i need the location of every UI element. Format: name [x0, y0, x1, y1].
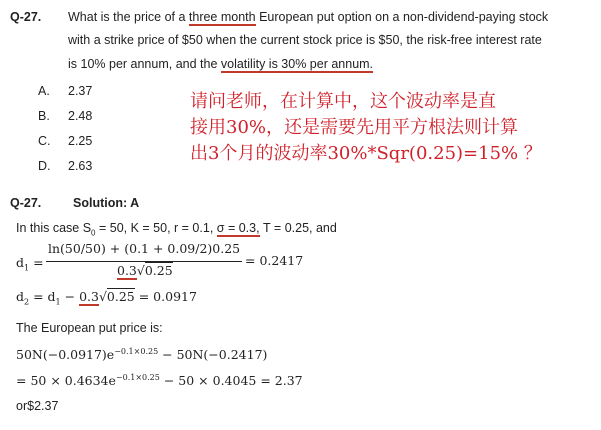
- question-line-1-post: European put option on a non-dividend-paying stock: [255, 10, 549, 24]
- option-c: [38, 134, 93, 148]
- option-letter: C.: [38, 134, 51, 148]
- eq1-rhs: − 50N(−0.2417): [158, 347, 268, 363]
- d1-result: = 0.2417: [245, 253, 304, 268]
- question-line-1-pre: What is the price of a: [68, 10, 189, 24]
- d2-sigma: 0.3: [79, 289, 99, 304]
- note-line-1: 请问老师，在计算中，这个波动率是直: [190, 91, 496, 112]
- d2-result: = 0.0917: [134, 289, 197, 304]
- d2-sqrt-arg: 0.25: [106, 289, 135, 304]
- d1-subscript: 1: [24, 263, 30, 273]
- option-b: [38, 109, 93, 123]
- d1-equals: =: [29, 255, 44, 270]
- eq1-lhs: 50N(−0.0917)e: [16, 347, 115, 363]
- question-line-1: [68, 10, 548, 24]
- sqrt-icon: √: [98, 289, 107, 304]
- eq1-exponent: −0.1×0.25: [114, 347, 159, 356]
- option-letter: A.: [38, 84, 50, 98]
- option-d: [38, 159, 93, 173]
- question-number: Q-27.: [10, 10, 42, 24]
- question-underlined-volatility: volatility is 30% per annum.: [220, 57, 374, 71]
- option-letter: B.: [38, 109, 50, 123]
- note-line-2: 接用30%，还是需要先用平方根法则计算: [190, 117, 519, 138]
- d2-d1-subscript: 1: [55, 297, 61, 307]
- question-line-2: with a strike price of $50 when the current stock price is $50, the risk-free interest rate: [68, 33, 542, 47]
- solution-title: Solution: A: [73, 196, 140, 210]
- d2-subscript: 2: [24, 297, 30, 307]
- option-value: 2.37: [68, 84, 93, 98]
- solution-case-line: [16, 221, 337, 238]
- option-a: [38, 84, 93, 98]
- case-text-pre: In this case S: [16, 221, 92, 235]
- case-subscript: 0: [91, 228, 96, 238]
- d1-numerator: ln(50/50) + (0.1 + 0.09/2)0.25: [48, 241, 241, 256]
- option-letter: D.: [38, 159, 51, 173]
- question-line-3: [68, 57, 373, 71]
- d1-den-sigma: 0.3: [117, 263, 137, 278]
- solution-number: Q-27.: [10, 196, 42, 210]
- final-answer: or$2.37: [16, 399, 59, 413]
- eq2-rhs: − 50 × 0.4045 = 2.37: [159, 373, 303, 389]
- d2-symbol: d: [16, 289, 25, 304]
- note-line-3: 出3个月的波动率30%*Sqr(0.25)=15% ？: [190, 143, 542, 164]
- eq2-exponent: −0.1×0.25: [115, 373, 160, 382]
- option-value: 2.48: [68, 109, 93, 123]
- question-line-3-pre: is 10% per annum, and the: [68, 57, 221, 71]
- d1-denominator: [117, 263, 173, 278]
- option-value: 2.25: [68, 134, 93, 148]
- option-value: 2.63: [68, 159, 93, 173]
- d2-equals-d: = d: [29, 289, 56, 304]
- sqrt-icon: √: [136, 263, 145, 278]
- put-equation-2: [16, 373, 303, 388]
- d1-fraction-bar: [46, 261, 242, 262]
- d1-symbol: d: [16, 255, 25, 270]
- eq2-lhs: = 50 × 0.4634e: [16, 373, 116, 389]
- put-intro: The European put price is:: [16, 321, 163, 335]
- d2-line: [16, 289, 197, 307]
- d1-label: [16, 255, 44, 273]
- d1-den-sqrt-arg: 0.25: [144, 263, 173, 278]
- case-text-post: T = 0.25, and: [259, 221, 337, 235]
- case-sigma-underlined: σ = 0.3,: [216, 221, 260, 235]
- question-underlined-three-month: three month: [188, 10, 256, 24]
- d2-minus: −: [60, 289, 80, 304]
- case-text-mid: = 50, K = 50, r = 0.1,: [95, 221, 217, 235]
- put-equation-1: [16, 347, 267, 362]
